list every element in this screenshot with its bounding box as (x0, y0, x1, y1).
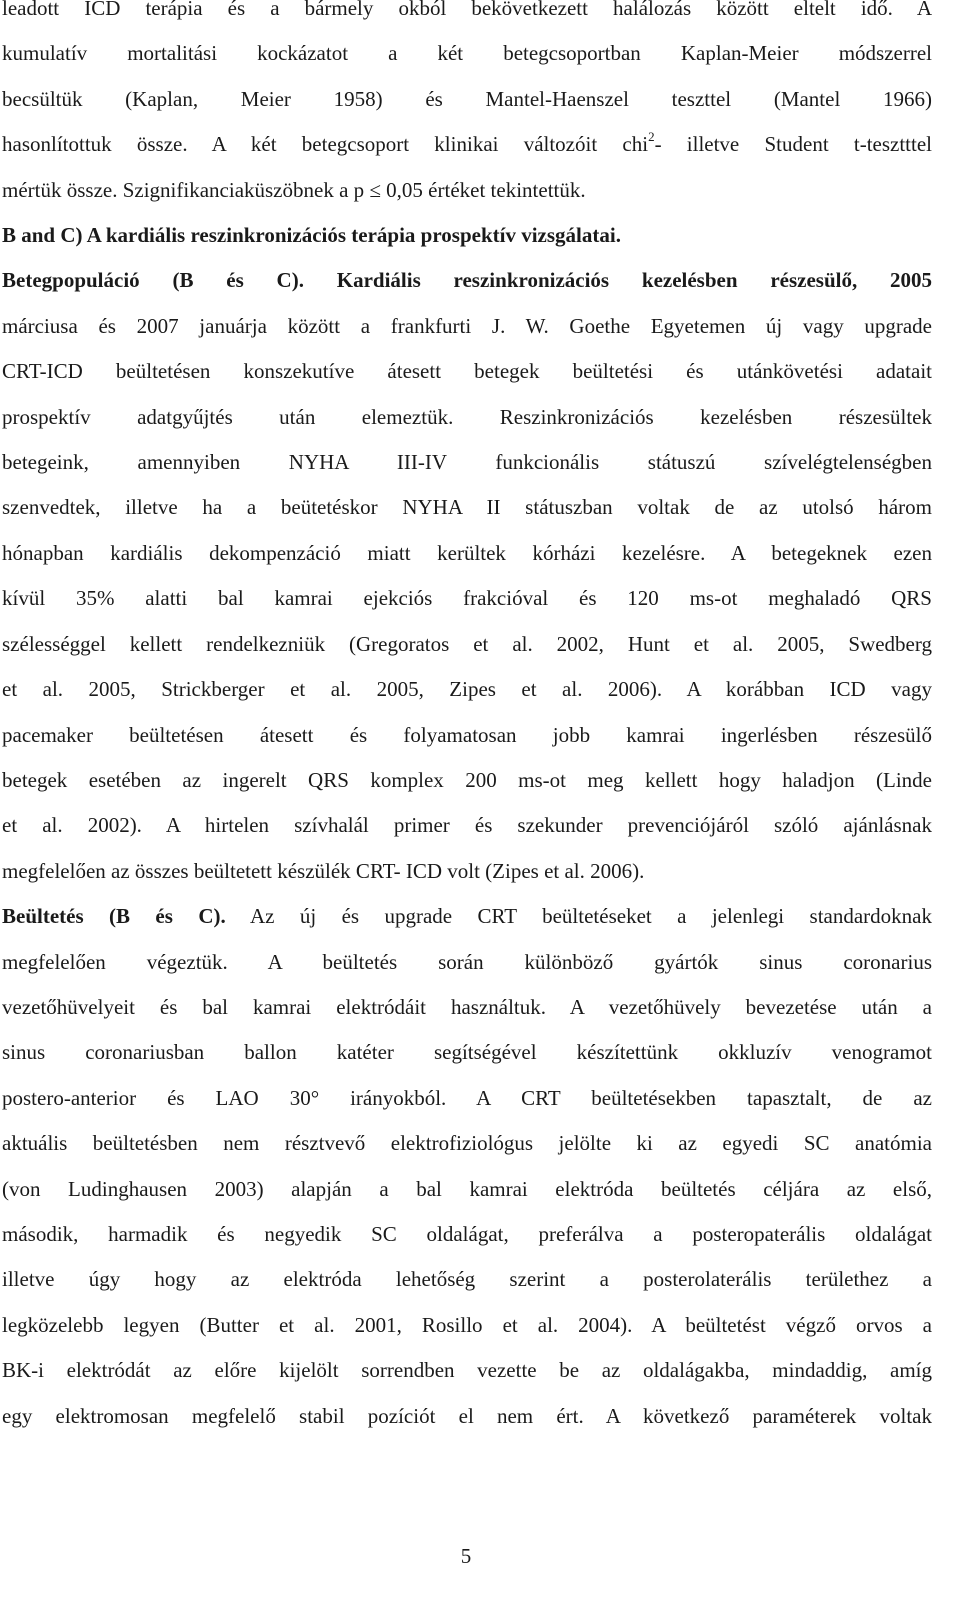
subsection-heading: Beültetés (B és C). (2, 904, 226, 929)
text-line (2, 1303, 932, 1348)
subsection-heading: Betegpopuláció (B és C). (2, 268, 304, 293)
line-text: betegek esetében az ingerelt QRS komplex 200 ms-ot meg kellett hogy haladjon (Linde (2, 767, 932, 792)
line-text: prospektív adatgyűjtés után elemeztük. Reszinkronizációs kezelésben részesültek (2, 404, 932, 429)
text-line (2, 1167, 932, 1212)
text-line (2, 485, 932, 530)
text-line (2, 1348, 932, 1393)
text-line (2, 395, 932, 440)
line-text: legközelebb legyen (Butter et al. 2001, Rosillo et al. 2004). A beültetést végző orvos a (2, 1312, 932, 1337)
line-text: kumulatív mortalitási kockázatot a két betegcsoportban Kaplan-Meier módszerrel (2, 41, 932, 66)
line-text: egy elektromosan megfelelő stabil pozíciót el nem ért. A következő paraméterek voltak (2, 1403, 932, 1428)
heading-text: B and C) A kardiális reszinkronizációs terápia prospektív vizsgálatai. (2, 223, 621, 248)
line-text: becsültük (Kaplan, Meier 1958) és Mantel-Haenszel teszttel (Mantel 1966) (2, 86, 932, 111)
text-line (2, 1212, 932, 1257)
line-text: Az új és upgrade CRT beültetéseket a jelenlegi standardoknak (249, 904, 932, 929)
line-text: mértük össze. Szignifikanciaküszöbnek a p ≤ 0,05 értéket tekintettük. (2, 177, 586, 202)
text-line (2, 258, 932, 303)
body-text (2, 0, 932, 1439)
text-line (2, 849, 932, 894)
text-line (2, 1394, 932, 1439)
text-line (2, 1121, 932, 1166)
text-line (2, 622, 932, 667)
line-text: aktuális beültetésben nem résztvevő elektrofiziológus jelölte ki az egyedi SC anatómia (2, 1131, 932, 1156)
line-text: márciusa és 2007 januárja között a frankfurti J. W. Goethe Egyetemen új vagy upgrade (2, 313, 932, 338)
text-line (2, 985, 932, 1030)
line-text: leadott ICD terápia és a bármely okból bekövetkezett halálozás között eltelt idő. A (2, 0, 932, 20)
line-text: betegeink, amennyiben NYHA III-IV funkcionális státuszú szívelégtelenségben (2, 450, 932, 475)
section-heading (2, 213, 932, 258)
text-line (2, 304, 932, 349)
text-line (2, 531, 932, 576)
line-text: szélességgel kellett rendelkezniük (Gregoratos et al. 2002, Hunt et al. 2005, Swedberg (2, 631, 932, 656)
text-line (2, 758, 932, 803)
superscript: 2 (648, 129, 655, 145)
text-line (2, 667, 932, 712)
line-text: hasonlítottuk össze. A két betegcsoport klinikai változóit chi (2, 132, 649, 157)
text-line (2, 894, 932, 939)
line-text: megfelelően az összes beültetett készülék CRT- ICD volt (Zipes et al. 2006). (2, 858, 645, 883)
text-line (2, 122, 932, 167)
text-line (2, 1030, 932, 1075)
line-text: kívül 35% alatti bal kamrai ejekciós frakcióval és 120 ms-ot meghaladó QRS (2, 586, 932, 611)
line-text: et al. 2005, Strickberger et al. 2005, Zipes et al. 2006). A korábban ICD vagy (2, 677, 932, 702)
line-text: et al. 2002). A hirtelen szívhalál primer és szekunder prevenciójáról szóló ajánlásnak (2, 813, 932, 838)
line-text: BK-i elektródát az előre kijelölt sorrendben vezette be az oldalágakba, mindaddig, amíg (2, 1358, 932, 1383)
text-line (2, 77, 932, 122)
text-line (2, 440, 932, 485)
line-text: illetve úgy hogy az elektróda lehetőség szerint a posterolaterális területhez a (2, 1267, 932, 1292)
line-text: második, harmadik és negyedik SC oldalágat, preferálva a posteropaterális oldalágat (2, 1221, 932, 1246)
line-text: megfelelően végeztük. A beültetés során különböző gyártók sinus coronarius (2, 949, 932, 974)
text-line (2, 1257, 932, 1302)
text-line (2, 713, 932, 758)
text-line (2, 940, 932, 985)
text-line (2, 168, 932, 213)
line-text: CRT-ICD beültetésen konszekutíve átesett betegek beültetési és utánkövetési adatait (2, 359, 932, 384)
line-text: pacemaker beültetésen átesett és folyamatosan jobb kamrai ingerlésben részesülő (2, 722, 932, 747)
text-line (2, 803, 932, 848)
line-text: postero-anterior és LAO 30° irányokból. A CRT beültetésekben tapasztalt, de az (2, 1085, 932, 1110)
line-text: sinus coronariusban ballon katéter segítségével készítettünk okkluzív venogramot (2, 1040, 932, 1065)
page-number: 5 (460, 1544, 472, 1568)
line-text: hónapban kardiális dekompenzáció miatt kerültek kórházi kezelésre. A betegeknek ezen (2, 540, 932, 565)
line-text: szenvedtek, illetve ha a beütetéskor NYHA II státuszban voltak de az utolsó három (2, 495, 932, 520)
text-line (2, 1076, 932, 1121)
line-text: (von Ludinghausen 2003) alapján a bal kamrai elektróda beültetés céljára az első, (2, 1176, 932, 1201)
text-line (2, 31, 932, 76)
line-text: Kardiális reszinkronizációs kezelésben részesülő, 2005 (336, 268, 933, 293)
text-line (2, 0, 932, 31)
text-line (2, 349, 932, 394)
line-text: vezetőhüvelyeit és bal kamrai elektródáit használtuk. A vezetőhüvely bevezetése után a (2, 994, 932, 1019)
line-text: - illetve Student t-tesztttel (654, 132, 933, 157)
text-line (2, 576, 932, 621)
